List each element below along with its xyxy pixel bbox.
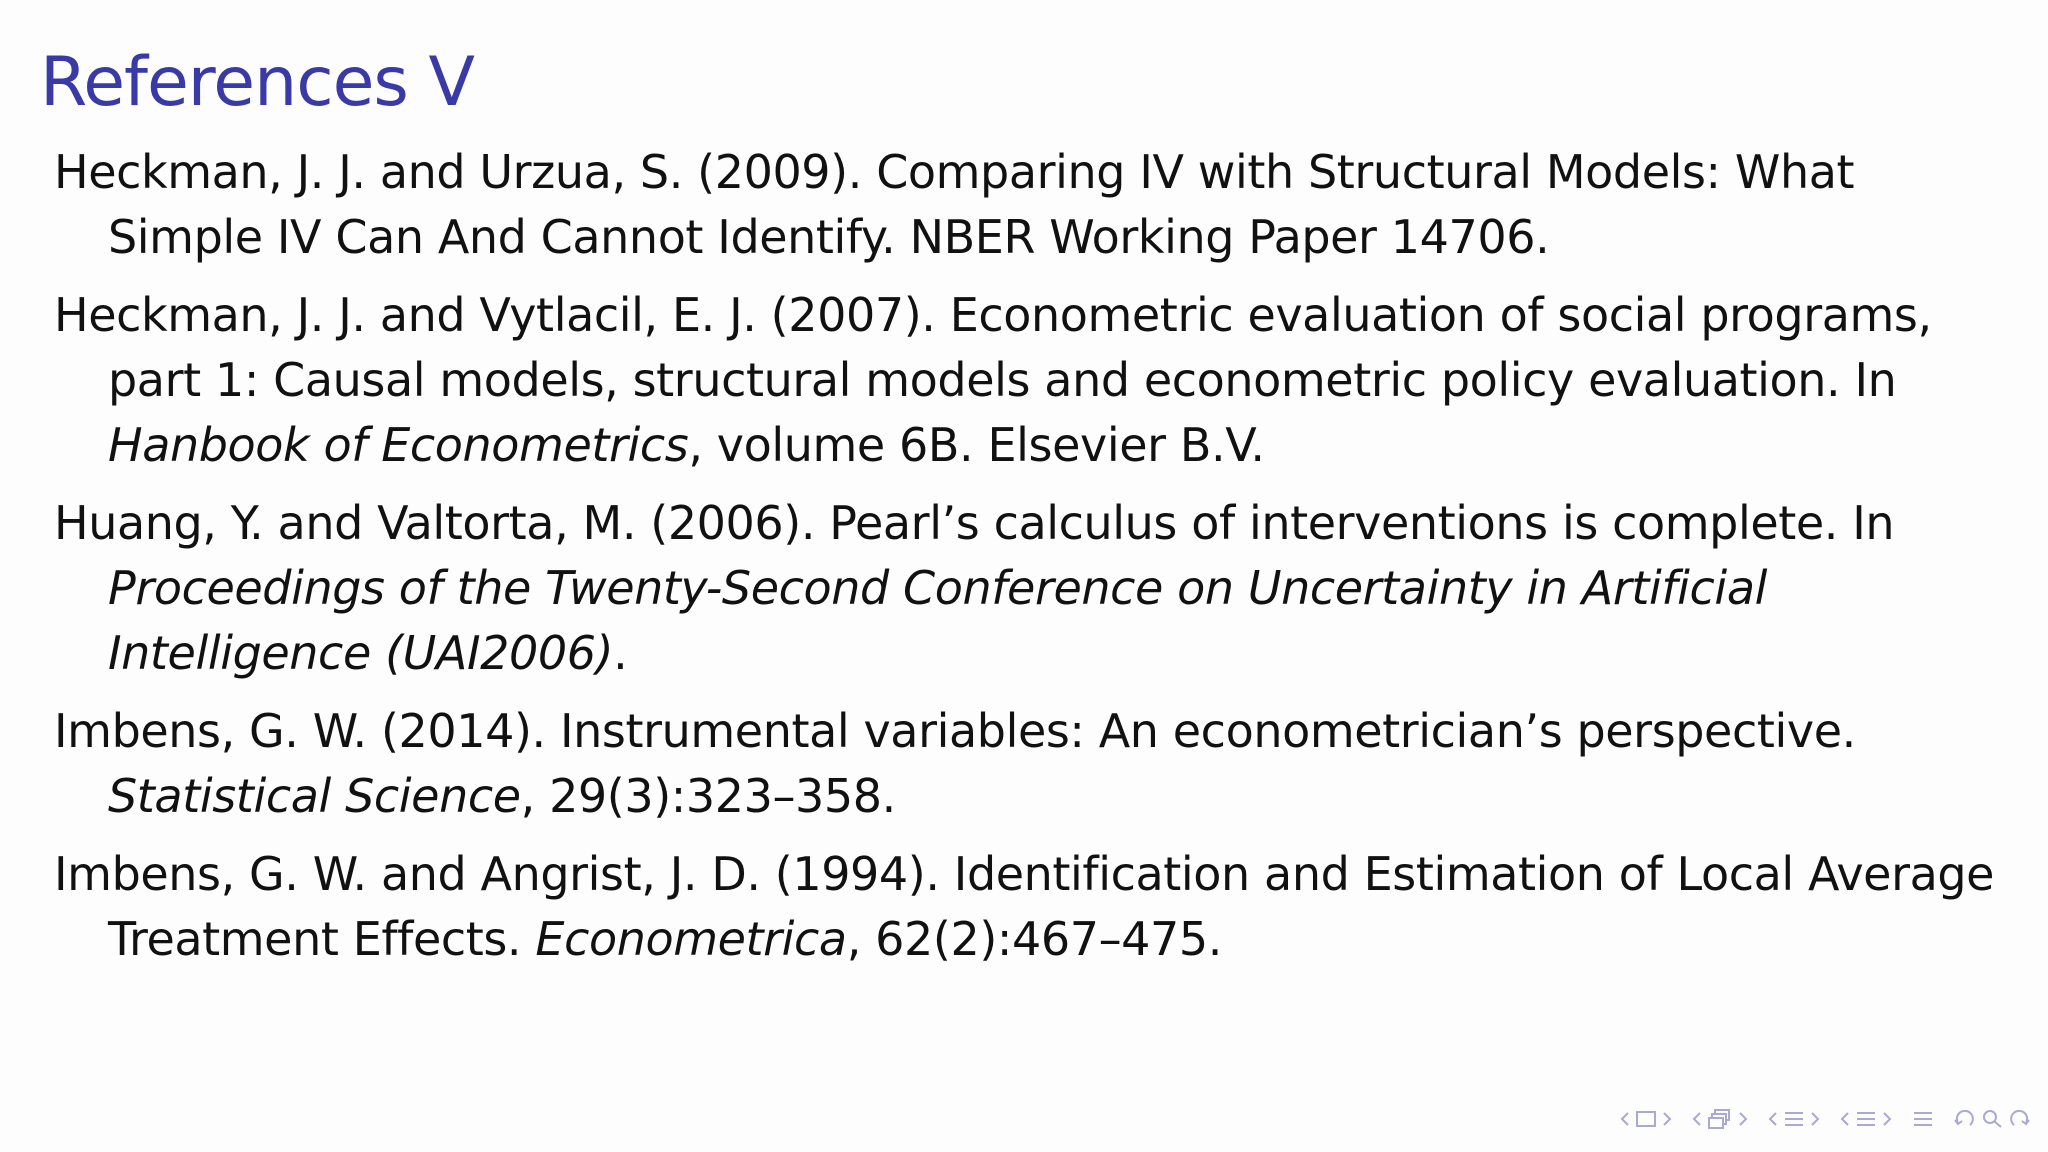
reference-details: . — [613, 626, 628, 680]
prev-section-icon[interactable] — [1768, 1111, 1778, 1127]
reference-in: In — [1854, 353, 1897, 407]
frame-nav — [1620, 1110, 1672, 1128]
reference-details: , 62(2):467–475. — [846, 912, 1222, 966]
prev-frame-icon[interactable] — [1620, 1111, 1630, 1127]
next-slide-icon[interactable] — [1738, 1111, 1748, 1127]
reference-authors: Heckman, J. J. and Urzua, S. (2009). — [54, 145, 862, 199]
search-nav — [1954, 1109, 2030, 1129]
toc-icon[interactable] — [1912, 1109, 1934, 1129]
next-section-icon[interactable] — [1810, 1111, 1820, 1127]
reference-in: In — [1852, 496, 1895, 550]
reference-item — [54, 699, 2014, 829]
subsection-icon[interactable] — [1855, 1109, 1877, 1129]
prev-slide-icon[interactable] — [1692, 1111, 1702, 1127]
page-title: References V — [40, 43, 474, 122]
forward-icon[interactable] — [2008, 1109, 2030, 1129]
reference-authors: Huang, Y. and Valtorta, M. (2006). — [54, 496, 816, 550]
reference-venue: Econometrica — [535, 912, 847, 966]
toc-nav — [1912, 1109, 1934, 1129]
reference-details: , 29(3):323–358. — [520, 769, 896, 823]
reference-venue: Hanbook of Econometrics — [108, 418, 689, 472]
reference-list — [54, 140, 2014, 985]
subsection-nav — [1840, 1109, 1892, 1129]
reference-item — [54, 140, 2014, 270]
next-frame-icon[interactable] — [1662, 1111, 1672, 1127]
back-icon[interactable] — [1954, 1109, 1976, 1129]
beamer-navigation-bar — [1606, 1104, 2030, 1134]
reference-authors: Heckman, J. J. and Vytlacil, E. J. (2007). — [54, 288, 936, 342]
reference-title: Pearl’s calculus of interventions is complete. — [829, 496, 1838, 550]
reference-details: NBER Working Paper 14706. — [909, 210, 1550, 264]
slide-nav — [1692, 1108, 1748, 1130]
reference-venue: Proceedings of the Twenty-Second Conference on Uncertainty in Artificial Intelligence (UAI2006) — [108, 561, 1767, 680]
reference-item — [54, 491, 2014, 686]
reference-venue: Statistical Science — [108, 769, 521, 823]
frame-icon[interactable] — [1635, 1110, 1657, 1128]
reference-authors: Imbens, G. W. (2014). — [54, 704, 546, 758]
section-nav — [1768, 1109, 1820, 1129]
slide-icon[interactable] — [1707, 1108, 1733, 1130]
reference-details: , volume 6B. Elsevier B.V. — [688, 418, 1265, 472]
reference-title: Comparing IV with Structural Models: What Simple IV Can And Cannot Identify. — [108, 145, 1855, 264]
section-icon[interactable] — [1783, 1109, 1805, 1129]
reference-item — [54, 842, 2014, 972]
reference-authors: Imbens, G. W. and Angrist, J. D. (1994). — [54, 847, 940, 901]
prev-subsection-icon[interactable] — [1840, 1111, 1850, 1127]
reference-title: Instrumental variables: An econometrician’s perspective. — [560, 704, 1856, 758]
reference-title: Econometric evaluation of social programs, part 1: Causal models, structural models and econometric policy evaluation. — [108, 288, 1932, 407]
next-subsection-icon[interactable] — [1882, 1111, 1892, 1127]
reference-title: Identification and Estimation of Local Average Treatment Effects. — [108, 847, 1995, 966]
reference-item — [54, 283, 2014, 478]
search-icon[interactable] — [1981, 1109, 2003, 1129]
